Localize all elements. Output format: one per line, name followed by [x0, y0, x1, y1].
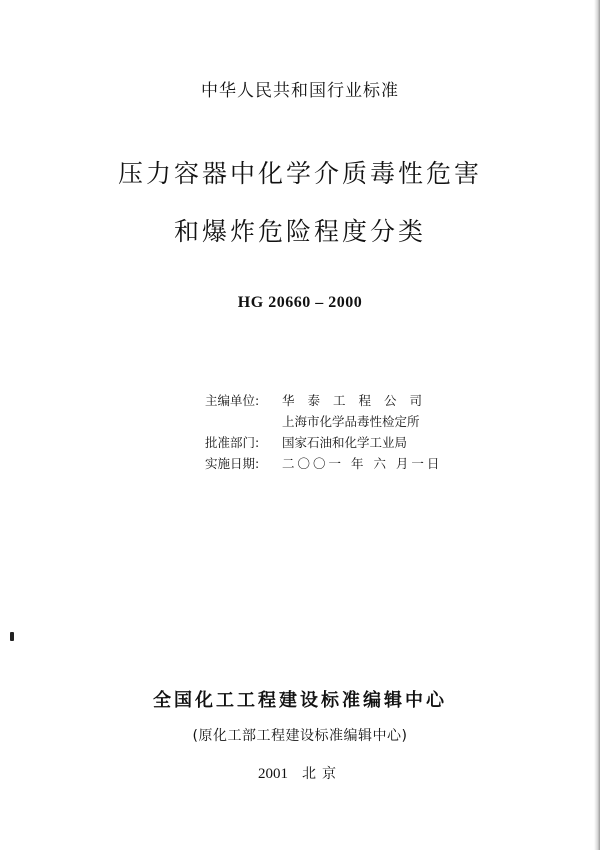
- approver-value: 国家石油和化学工业局: [282, 435, 408, 450]
- editor-label: 主编单位:: [205, 393, 260, 408]
- publication-line: [0, 763, 600, 783]
- approver-label: 批准部门:: [205, 435, 260, 450]
- issuer-heading: 中华人民共和国行业标准: [201, 81, 399, 101]
- standard-code: HG 20660 – 2000: [237, 294, 363, 311]
- editor-org-1: 华泰工程公司: [282, 393, 436, 408]
- publisher-former-name: (原化工部工程建设标准编辑中心): [192, 728, 408, 744]
- publisher-name: 全国化工工程建设标准编辑中心: [153, 690, 447, 711]
- effective-date-label: 实施日期:: [205, 456, 260, 471]
- publication-city: 北京: [302, 766, 342, 782]
- scan-speck-mark: [10, 632, 14, 641]
- title-line-1: 压力容器中化学介质毒性危害: [117, 159, 482, 188]
- editor-org-2: 上海市化学品毒性检定所: [282, 414, 420, 429]
- title-line-2: 和爆炸危险程度分类: [173, 217, 426, 246]
- effective-date-value: 二〇〇一 年 六 月一日: [282, 456, 443, 471]
- publication-year: 2001: [258, 766, 288, 782]
- scan-shadow-edge: [594, 0, 600, 850]
